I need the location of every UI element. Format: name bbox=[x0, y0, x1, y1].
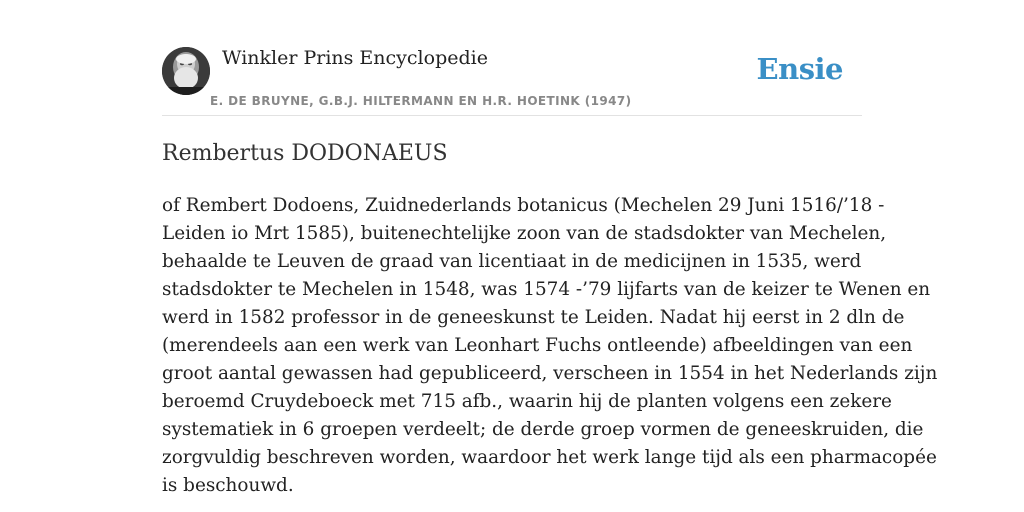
brand-logo[interactable]: Ensie bbox=[756, 52, 843, 86]
entry-body-line: werd in 1582 professor in de geneeskunst te Leiden. Nadat hij eerst in 2 dln de bbox=[162, 307, 905, 328]
entry-body-line: groot aantal gewassen had gepubliceerd, verscheen in 1554 in het Nederlands zijn bbox=[162, 363, 938, 384]
entry-body bbox=[162, 192, 938, 500]
entry-title: Rembertus DODONAEUS bbox=[162, 141, 448, 166]
entry-body-line: is beschouwd. bbox=[162, 475, 294, 496]
site-header bbox=[162, 44, 862, 116]
entry-body-line: (merendeels aan een werk van Leonhart Fuchs ontleende) afbeeldingen van een bbox=[162, 335, 913, 356]
portrait-photo-icon bbox=[162, 47, 210, 95]
entry-body-line: behaalde te Leuven de graad van licentiaat in de medicijnen in 1535, werd bbox=[162, 251, 862, 272]
author-avatar[interactable] bbox=[162, 47, 210, 95]
authors-credit: E. DE BRUYNE, G.B.J. HILTERMANN EN H.R. HOETINK (1947) bbox=[210, 94, 632, 108]
entry-body-line: systematiek in 6 groepen verdeelt; de derde groep vormen de geneeskruiden, die bbox=[162, 419, 924, 440]
entry-body-line: beroemd Cruydeboeck met 715 afb., waarin hij de planten volgens een zekere bbox=[162, 391, 892, 412]
entry-body-line: Leiden io Mrt 1585), buitenechtelijke zoon van de stadsdokter van Mechelen, bbox=[162, 223, 887, 244]
site-title[interactable]: Winkler Prins Encyclopedie bbox=[222, 47, 488, 69]
entry-body-line: zorgvuldig beschreven worden, waardoor het werk lange tijd als een pharmacopée bbox=[162, 447, 937, 468]
entry-body-line: of Rembert Dodoens, Zuidnederlands botanicus (Mechelen 29 Juni 1516/’18 - bbox=[162, 195, 885, 216]
entry-body-line: stadsdokter te Mechelen in 1548, was 1574 -’79 lijfarts van de keizer te Wenen en bbox=[162, 279, 931, 300]
